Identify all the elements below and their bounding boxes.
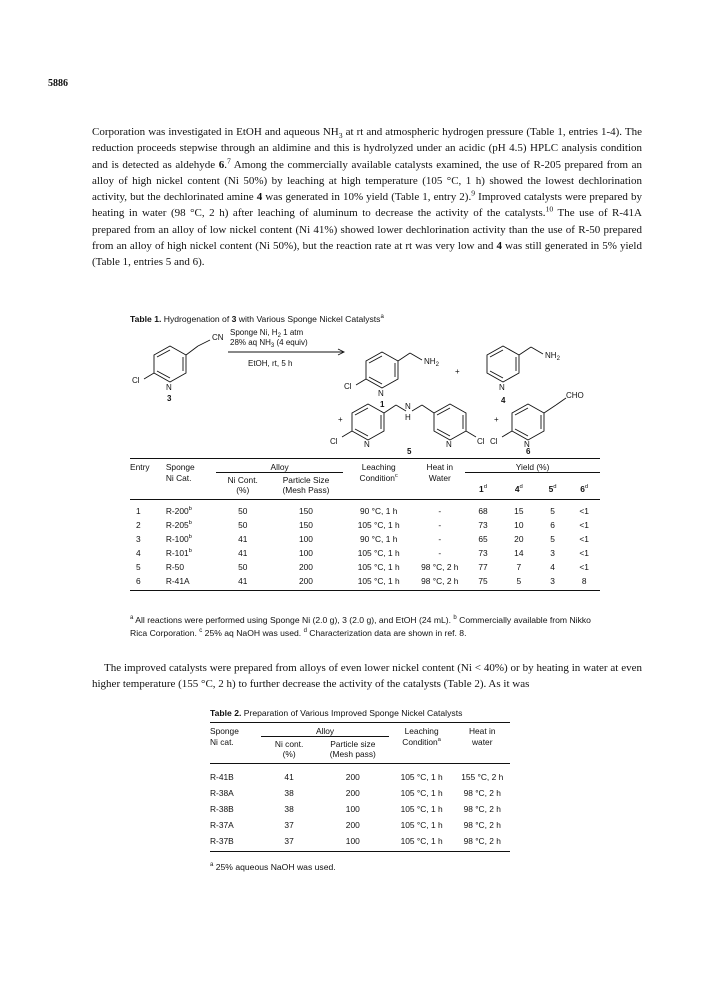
reaction-scheme bbox=[130, 326, 600, 456]
svg-text:Cl: Cl bbox=[330, 437, 338, 446]
cell-leach: 105 °C, 1 h bbox=[400, 820, 443, 830]
compound-1-structure bbox=[344, 352, 460, 409]
cell-y1: 77 bbox=[478, 562, 488, 572]
th-entry: Entry bbox=[130, 462, 150, 473]
cell-y6: <1 bbox=[579, 562, 589, 572]
svg-text:+: + bbox=[338, 415, 343, 424]
cell-ni: 41 bbox=[238, 534, 248, 544]
svg-text:N: N bbox=[446, 440, 452, 449]
cell-entry: 2 bbox=[136, 520, 141, 530]
cell-entry: 6 bbox=[136, 576, 141, 586]
compound-5-structure bbox=[330, 402, 485, 456]
th-leaching: Leaching bbox=[361, 462, 396, 473]
table-row bbox=[130, 500, 600, 519]
svg-text:+: + bbox=[455, 367, 460, 376]
svg-text:3: 3 bbox=[167, 394, 172, 403]
cell-cat: R-100$^b$ bbox=[165, 534, 192, 544]
cell-mesh: 200 bbox=[298, 576, 313, 586]
svg-text:N: N bbox=[166, 383, 172, 392]
th-y6: 6$^d$ bbox=[568, 473, 600, 500]
cell-mesh: 150 bbox=[298, 520, 313, 530]
table-row bbox=[210, 816, 510, 832]
cell-ni: 50 bbox=[238, 562, 248, 572]
cell-ni: 37 bbox=[284, 836, 294, 846]
cell-heat: - bbox=[438, 506, 442, 516]
th-nicat: Ni Cat. bbox=[165, 472, 192, 483]
compound-3-structure bbox=[132, 333, 224, 403]
cell-y5: 5 bbox=[550, 534, 555, 544]
cell-y1: 73 bbox=[478, 548, 488, 558]
table-row bbox=[210, 764, 510, 785]
svg-text:CHO: CHO bbox=[566, 391, 584, 400]
th-y4: 4$^d$ bbox=[501, 473, 537, 500]
cell-heat: 98 °C, 2 h bbox=[463, 836, 501, 846]
t2-th-psize: Particle size bbox=[317, 737, 389, 750]
cell-y4: 10 bbox=[514, 520, 524, 530]
svg-text:28% aq NH3 (4 equiv): 28% aq $NH_3$ (4 equiv) bbox=[230, 338, 308, 349]
cell-mesh: 200 bbox=[345, 820, 360, 830]
cell-y6: <1 bbox=[579, 520, 589, 530]
th-nicont: Ni Cont. bbox=[216, 473, 269, 486]
cell-y6: 8 bbox=[581, 576, 587, 586]
svg-text:NH2: $NH_2$ bbox=[424, 357, 439, 368]
cell-cat: R-37A bbox=[210, 820, 234, 830]
cell-heat: 98 °C, 2 h bbox=[463, 788, 501, 798]
cell-heat: - bbox=[438, 548, 442, 558]
cell-heat: 98 °C, 2 h bbox=[421, 562, 459, 572]
cell-y5: 3 bbox=[550, 548, 555, 558]
cell-leach: 105 °C, 1 h bbox=[357, 548, 400, 558]
cell-cat: R-50 bbox=[165, 562, 184, 572]
cell-y6: <1 bbox=[579, 534, 589, 544]
t2-th-leaching: Leaching bbox=[404, 726, 439, 737]
t2-th-mesh: (Mesh pass) bbox=[329, 749, 376, 759]
cell-entry: 4 bbox=[136, 548, 141, 558]
cell-y4: 20 bbox=[514, 534, 524, 544]
cell-cat: R-200$^b$ bbox=[165, 506, 192, 516]
cell-cat: R-41A bbox=[165, 576, 190, 586]
table-row bbox=[130, 546, 600, 560]
t2-th-nicat: Ni cat. bbox=[210, 736, 234, 747]
cell-ni: 50 bbox=[238, 520, 248, 530]
t2-th-nicont: Ni cont. bbox=[261, 737, 316, 750]
cell-y5: 4 bbox=[550, 562, 555, 572]
cell-mesh: 100 bbox=[298, 548, 313, 558]
th-y1: 1$^d$ bbox=[465, 473, 501, 500]
svg-text:1: 1 bbox=[380, 400, 385, 409]
cell-cat: R-205$^b$ bbox=[165, 520, 192, 530]
svg-text:5: 5 bbox=[407, 447, 412, 456]
t2-th-condition: Condition$^a$ bbox=[402, 736, 441, 747]
cell-y4: 7 bbox=[516, 562, 522, 572]
cell-y6: <1 bbox=[579, 506, 589, 516]
cell-mesh: 100 bbox=[345, 836, 360, 846]
th-y5: 5$^d$ bbox=[537, 473, 569, 500]
svg-text:+: + bbox=[494, 415, 499, 424]
t2-th-sponge: Sponge bbox=[210, 726, 239, 737]
cell-entry: 3 bbox=[136, 534, 141, 544]
cell-cat: R-38B bbox=[210, 804, 234, 814]
th-water: Water bbox=[428, 472, 451, 483]
cell-ni: 41 bbox=[238, 548, 248, 558]
cell-leach: 90 °C, 1 h bbox=[360, 506, 398, 516]
t2-th-water: water bbox=[472, 736, 493, 747]
cell-leach: 105 °C, 1 h bbox=[357, 576, 400, 586]
page-number: 5886 bbox=[48, 78, 68, 89]
cell-y4: 15 bbox=[514, 506, 524, 516]
th-mesh: (Mesh Pass) bbox=[282, 485, 330, 495]
cell-ni: 50 bbox=[238, 506, 248, 516]
th-sponge: Sponge bbox=[165, 462, 195, 473]
th-condition: Condition$^c$ bbox=[359, 472, 398, 483]
cell-ni: 38 bbox=[284, 804, 294, 814]
cell-cat: R-37B bbox=[210, 836, 234, 846]
cell-y1: 68 bbox=[478, 506, 488, 516]
cell-cat: R-38A bbox=[210, 788, 234, 798]
cell-leach: 105 °C, 1 h bbox=[357, 562, 400, 572]
cell-heat: - bbox=[438, 520, 442, 530]
svg-text:N: N bbox=[364, 440, 370, 449]
svg-text:N: N bbox=[405, 402, 411, 411]
svg-text:NH2: $NH_2$ bbox=[545, 351, 560, 362]
paragraph-2: The improved catalysts were prepared from alloys of even lower nickel content (Ni < 40%) or by heating in water at even higher temperature (155 °C, 2 h) to further decrease the activity of the catalysts (Table 2). As it was bbox=[92, 662, 642, 691]
svg-text:Cl: Cl bbox=[477, 437, 485, 446]
th-alloy: Alloy bbox=[270, 462, 289, 472]
cell-y1: 65 bbox=[478, 534, 488, 544]
th-psize: Particle Size bbox=[269, 473, 343, 486]
t2-th-alloy: Alloy bbox=[315, 726, 335, 736]
svg-text:CN: CN bbox=[212, 333, 224, 342]
svg-text:Sponge Ni, H2 1 atm: Sponge Ni, $H_2$ 1 atm bbox=[230, 328, 304, 339]
table2-footnote: $^a$ 25% aqueous NaOH was used. bbox=[210, 862, 336, 872]
cell-mesh: 200 bbox=[345, 772, 360, 782]
svg-text:N: N bbox=[378, 389, 384, 398]
cell-heat: - bbox=[438, 534, 442, 544]
cell-cat: R-41B bbox=[210, 772, 234, 782]
t2-th-heat: Heat in bbox=[468, 726, 496, 737]
paragraph-1: Corporation was investigated in EtOH and aqueous $NH_3$ at rt and atmospheric hydrogen pressure (Table 1, entries 1-4). The reduction proceeds stepwise through an aldimine and this is hydrolyzed under an acidic (pH 4.5) HPLC analysis condition and is detected as aldehyde 6.$^7$ Among the commercially available catalysts examined, the use of R-205 prepared from an alloy of high nickel content (Ni 50%) by leaching at high temperature (105 °C, 1 h) showed the lowest dechlorination activity, but the dechlorinated amine 4 was generated in 10% yield (Table 1, entry 2).$^9$ Improved catalysts were prepared by heating in water (98 °C, 2 h) after leaching of aluminum to decrease the activity of the catalysts.$^{10}$ The use of R-41A prepared from an alloy of low nickel content (Ni 41%) showed lower dechlorination activity than the use of R-50 prepared from an alloy of high nickel content (Ni 50%), but the reaction rate at rt was very low and 4 was still generated in 5% yield (Table 1, entries 5 and 6). bbox=[92, 126, 642, 269]
table-row bbox=[130, 532, 600, 546]
svg-text:N: N bbox=[499, 383, 505, 392]
cell-y6: <1 bbox=[579, 548, 589, 558]
table-2 bbox=[210, 722, 510, 852]
cell-heat: 98 °C, 2 h bbox=[463, 804, 501, 814]
cell-heat: 98 °C, 2 h bbox=[421, 576, 459, 586]
cell-ni: 41 bbox=[238, 576, 248, 586]
svg-text:Cl: Cl bbox=[132, 376, 140, 385]
cell-y5: 6 bbox=[550, 520, 555, 530]
svg-text:4: 4 bbox=[501, 396, 506, 405]
cell-leach: 105 °C, 1 h bbox=[400, 788, 443, 798]
table-row bbox=[130, 560, 600, 574]
table2-caption: Table 2. Preparation of Various Improved Sponge Nickel Catalysts bbox=[210, 708, 463, 718]
table-row bbox=[210, 784, 510, 800]
table-row bbox=[210, 832, 510, 852]
cell-heat: 98 °C, 2 h bbox=[463, 820, 501, 830]
th-yield: Yield (%) bbox=[515, 462, 550, 472]
cell-ni: 41 bbox=[284, 772, 294, 782]
cell-leach: 105 °C, 1 h bbox=[357, 520, 400, 530]
reaction-arrow bbox=[228, 328, 344, 368]
cell-leach: 105 °C, 1 h bbox=[400, 772, 443, 782]
cell-mesh: 100 bbox=[298, 534, 313, 544]
cell-ni: 37 bbox=[284, 820, 294, 830]
cell-mesh: 200 bbox=[298, 562, 313, 572]
svg-text:EtOH, rt, 5 h: EtOH, rt, 5 h bbox=[248, 359, 293, 368]
compound-4-structure bbox=[487, 346, 561, 405]
cell-ni: 38 bbox=[284, 788, 294, 798]
cell-leach: 105 °C, 1 h bbox=[400, 804, 443, 814]
t2-th-nicont-unit: (%) bbox=[282, 749, 296, 759]
cell-y1: 73 bbox=[478, 520, 488, 530]
cell-cat: R-101$^b$ bbox=[165, 548, 192, 558]
table-row bbox=[210, 800, 510, 816]
svg-text:Cl: Cl bbox=[490, 437, 498, 446]
svg-text:6: 6 bbox=[526, 447, 531, 456]
cell-mesh: 150 bbox=[298, 506, 313, 516]
cell-y4: 14 bbox=[514, 548, 524, 558]
cell-y5: 5 bbox=[550, 506, 555, 516]
cell-y5: 3 bbox=[550, 576, 555, 586]
cell-entry: 1 bbox=[136, 506, 141, 516]
th-nicont-unit: (%) bbox=[236, 485, 250, 495]
svg-text:H: H bbox=[405, 413, 411, 422]
table1-footnote: $^a$ All reactions were performed using Sponge Ni (2.0 g), 3 (2.0 g), and EtOH (24 mL). $^b$ Commercially available from Nikko Rica Corporation. $^c$ 25% aq NaOH was used. $^d$ Characterization data are shown in ref. 8. bbox=[130, 615, 591, 638]
cell-entry: 5 bbox=[136, 562, 141, 572]
th-heat: Heat in bbox=[426, 462, 454, 473]
table-1 bbox=[130, 458, 600, 591]
cell-mesh: 200 bbox=[345, 788, 360, 798]
cell-mesh: 100 bbox=[345, 804, 360, 814]
cell-heat: 155 °C, 2 h bbox=[461, 772, 504, 782]
table1-caption: Table 1. Hydrogenation of 3 with Various Sponge Nickel Catalysts$^a$ bbox=[130, 314, 384, 324]
cell-y4: 5 bbox=[516, 576, 522, 586]
cell-y1: 75 bbox=[478, 576, 488, 586]
cell-leach: 90 °C, 1 h bbox=[360, 534, 398, 544]
table-row bbox=[130, 518, 600, 532]
svg-text:Cl: Cl bbox=[344, 382, 352, 391]
svg-text:N: N bbox=[524, 440, 530, 449]
table-row bbox=[130, 574, 600, 591]
cell-leach: 105 °C, 1 h bbox=[400, 836, 443, 846]
